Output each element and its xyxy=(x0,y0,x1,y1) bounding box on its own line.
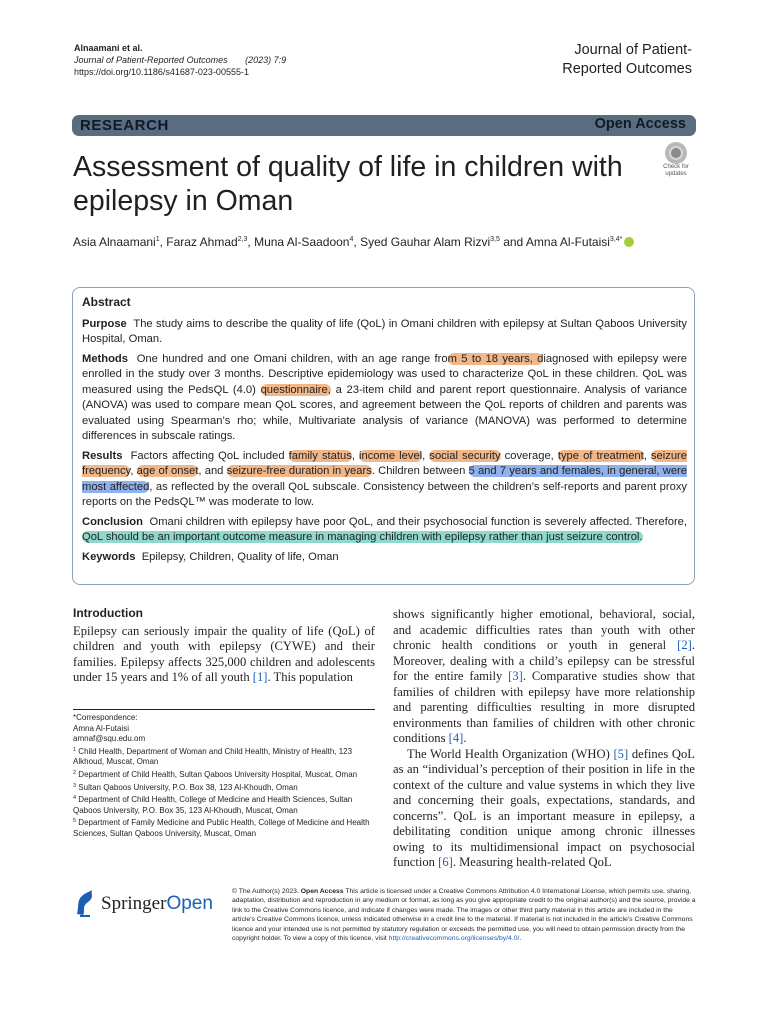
affiliation-text: Department of Child Health, College of Medicine and Health Sciences, Sultan Qaboos University, P.O. Box 35, 123 Al-Khoudh, Muscat, Oman xyxy=(73,795,353,815)
license-end: . xyxy=(519,935,522,943)
right-column xyxy=(393,607,695,871)
highlight-annotation[interactable]: questionnaire, xyxy=(260,383,331,396)
author-name[interactable]: Amna Al-Futaisi xyxy=(525,235,610,249)
keywords-text: Epilepsy, Children, Quality of life, Oman xyxy=(141,550,339,563)
abstract-purpose xyxy=(82,317,687,348)
affiliation-number: 3 xyxy=(73,782,77,789)
citation-link[interactable]: [4] xyxy=(448,731,464,745)
highlight-annotation[interactable]: seizure-free duration in years xyxy=(226,465,372,477)
affiliation-note xyxy=(73,768,373,781)
springer-wordmark: Springer xyxy=(101,893,167,914)
body-paragraph xyxy=(393,607,695,747)
footnotes xyxy=(73,713,373,840)
author-affiliation: 3,4* xyxy=(609,236,623,243)
highlight-annotation[interactable]: income level xyxy=(359,449,423,462)
citation-link[interactable]: [6] xyxy=(438,855,453,869)
purpose-text: The study aims to describe the quality of life (QoL) in Omani children with epilepsy at Sultan Qaboos University Hospital, Oman. xyxy=(82,317,687,345)
springer-horse-icon xyxy=(73,888,97,918)
check-updates-icon xyxy=(665,142,687,164)
highlight-annotation[interactable]: type of treatment xyxy=(557,449,644,462)
affiliation-note xyxy=(73,793,373,816)
body-text: The World Health Organization (WHO) xyxy=(407,746,614,761)
check-for-updates-badge[interactable] xyxy=(656,142,696,182)
author-affiliation: 3,5 xyxy=(490,236,500,243)
methods-text: a 23-item child and parent report questionnaire. Analysis of variance (ANOVA) was used to compare mean QoL scores, and agreement between the QoL reports of children and parents was evaluated using Spearman’s rho; while, Multivariate analysis of variance (MANOVA) was performed to determine differences in subscale ratings. xyxy=(82,383,687,442)
methods-text: One hundred and one Omani children, with an age range fro xyxy=(136,352,448,365)
affiliation-number: 2 xyxy=(73,769,77,776)
methods-text: iagnosed with epilepsy were enrolled in the study over 3 months. Descriptive epidemiology was used to characterize QoL in these children. QoL was measured using the PedsQL (4.0) xyxy=(82,352,688,396)
affiliation-text: Department of Child Health, Sultan Qaboos University Hospital, Muscat, Oman xyxy=(78,769,358,779)
correspondence-label: *Correspondence: xyxy=(73,713,138,722)
results-text: Factors affecting QoL included xyxy=(130,449,289,462)
affiliation-text: Department of Family Medicine and Public Health, College of Medicine and Health Sciences, Sultan Qaboos University, Muscat, Oman xyxy=(73,818,370,838)
footnote-divider xyxy=(73,709,375,710)
article-type-band xyxy=(72,115,696,136)
author-affiliation: 4 xyxy=(349,236,354,243)
license-notice xyxy=(232,887,696,943)
check-updates-line1: Check for xyxy=(663,164,689,170)
abstract-keywords xyxy=(82,550,687,566)
results-text: , xyxy=(643,449,651,462)
doi-link[interactable]: https://doi.org/10.1186/s41687-023-00555-1 xyxy=(74,67,249,77)
copyright-text: © The Author(s) 2023. xyxy=(232,888,301,895)
abstract-results xyxy=(82,449,687,511)
body-text: . This population xyxy=(267,670,353,684)
author-list: Asia Alnaamani$^1$, Faraz Ahmad$^{2,3}$, Muna Al-Saadoon$^4$, Syed Gauhar Alam Rizvi$^{3,5}$ and Amna Al-Futaisi$^{3,4*}$ xyxy=(73,232,673,250)
check-updates-text xyxy=(656,164,696,177)
body-text: Epilepsy can seriously impair the quality of life (QoL) of children and youth with epilepsy (CYWE) and their families. Epilepsy affects 325,000 children and adolescents under 15 years and 1% of all youth xyxy=(73,623,375,684)
abstract-conclusion xyxy=(82,515,687,546)
affiliation-note xyxy=(73,781,373,794)
affiliation-note xyxy=(73,745,373,768)
results-text: , xyxy=(422,449,430,462)
results-text: coverage, xyxy=(500,449,558,462)
citation-meta xyxy=(74,42,286,78)
author-affiliation: 1 xyxy=(155,236,160,243)
highlight-annotation[interactable]: seizure frequency xyxy=(82,449,688,477)
orcid-icon[interactable] xyxy=(624,237,634,247)
author-affiliation: 2,3 xyxy=(237,236,248,243)
results-text: , xyxy=(351,449,359,462)
body-paragraph xyxy=(393,747,695,871)
article-title: Assessment of quality of life in children with epilepsy in Oman xyxy=(73,151,623,217)
abstract-methods xyxy=(82,352,687,445)
left-column xyxy=(73,606,375,686)
body-paragraph xyxy=(73,624,375,686)
methods-label: Methods xyxy=(82,352,128,365)
body-text: shows significantly higher emotional, behavioral, social, and academic difficulties rates than youth with other chronic health conditions or youth in general xyxy=(393,607,695,652)
article-type-label: RESEARCH xyxy=(80,117,169,134)
results-text: , as reflected by the overall QoL subscale. Consistency between the children’s self-reports and parent proxy reports on the PedsQL™ was moderate to low. xyxy=(82,480,688,508)
highlight-annotation[interactable]: age of onset xyxy=(136,465,199,477)
correspondence-email[interactable]: amnaf@squ.edu.om xyxy=(73,734,146,744)
results-text: , and xyxy=(198,465,227,477)
check-updates-line2: updates xyxy=(665,170,687,177)
author-name[interactable]: Asia Alnaamani xyxy=(73,235,156,249)
correspondence-name: Amna Al-Futaisi xyxy=(73,723,130,733)
affiliation-text: Sultan Qaboos University, P.O. Box 38, 123 Al-Khoudh, Oman xyxy=(78,782,298,792)
license-link[interactable]: http://creativecommons.org/licenses/by/4.0/ xyxy=(388,935,520,943)
open-access-bold: Open Access xyxy=(300,888,344,895)
springer-open-logo xyxy=(73,888,223,920)
conclusion-label: Conclusion xyxy=(82,515,143,528)
abstract-heading: Abstract xyxy=(82,295,131,309)
purpose-label: Purpose xyxy=(82,317,127,330)
body-text: . Comparative studies show that families of children with epilepsy have more relationship and parenting difficulties resulting in more disrupted environments than families of children with other chronic conditions xyxy=(393,669,695,745)
highlight-annotation[interactable]: family status xyxy=(288,449,352,462)
highlight-annotation[interactable]: social security xyxy=(429,449,501,462)
highlight-annotation[interactable]: QoL should be an important outcome measure in managing children with epilepsy rather than just seizure control. xyxy=(82,531,643,543)
conclusion-text: Omani children with epilepsy have poor QoL, and their psychosocial function is severely affected. Therefore, xyxy=(149,515,687,528)
section-heading: Introduction xyxy=(73,606,143,620)
author-name[interactable]: Syed Gauhar Alam Rizvi xyxy=(360,235,491,249)
author-name[interactable]: Faraz Ahmad xyxy=(166,235,238,249)
citation-link[interactable]: [3] xyxy=(508,669,523,683)
author-name[interactable]: Muna Al-Saadoon xyxy=(254,235,350,249)
affiliation-number: 4 xyxy=(73,795,77,802)
journal-citation: Journal of Patient-Reported Outcomes xyxy=(74,55,228,65)
body-text: . xyxy=(463,731,467,745)
open-wordmark: Open xyxy=(166,893,213,914)
abstract-box xyxy=(72,287,695,585)
highlight-annotation[interactable]: m 5 to 18 years, d xyxy=(447,352,544,365)
affiliation-number: 5 xyxy=(73,818,77,825)
citation-link[interactable]: [1] xyxy=(252,670,268,684)
body-text: . Moreover, dealing with a child’s epilepsy can be stressful for the entire family xyxy=(393,638,695,683)
affiliation-number: 1 xyxy=(73,746,77,753)
results-label: Results xyxy=(82,449,123,462)
body-text: . Measuring health-related QoL xyxy=(452,855,612,869)
keywords-label: Keywords xyxy=(82,550,136,563)
affiliation-text: Child Health, Department of Woman and Child Health, Ministry of Health, 123 Alkhoud, Muscat, Oman xyxy=(73,746,353,767)
journal-name xyxy=(472,41,692,79)
open-access-label: Open Access xyxy=(594,116,686,132)
journal-name-line1: Journal of Patient- xyxy=(574,42,692,58)
highlight-annotation[interactable]: 5 and 7 years and females, in general, were most affected xyxy=(82,465,687,493)
journal-name-line2: Reported Outcomes xyxy=(562,61,692,77)
license-text: This article is licensed under a Creative Commons Attribution 4.0 International License, which permits use, sharing, adaptation, distribution and reproduction in any medium or format, as long as you give appropriate credit to the original author(s) and the source, provide a link to the Creative Commons licence, and indicate if changes were made. The images or other third party material in this article are included in the article’s Creative Commons licence, unless indicated otherwise in a credit line to the material. If material is not included in the article’s Creative Commons licence and your intended use is not permitted by statutory regulation or exceeds the permitted use, you will need to obtain permission directly from the copyright holder. To view a copy of this licence, visit xyxy=(232,888,696,943)
results-text: . Children between xyxy=(371,465,469,477)
year-volume: (2023) 7:9 xyxy=(245,55,287,65)
results-text: , xyxy=(130,465,137,477)
citation-link[interactable]: [2] xyxy=(677,638,692,652)
running-authors: Alnaamani et al. xyxy=(74,43,143,53)
affiliation-note xyxy=(73,816,373,839)
body-text: defines QoL as an “individual’s perception of their position in life in the context of the culture and value systems in which they live and concerning their goals, expectations, standards, and concerns”. QoL is an important measure in epilepsy, a debilitating condition unique among chronic illnesses owing to its multidimensional impact on psychosocial function xyxy=(393,746,695,869)
citation-link[interactable]: [5] xyxy=(613,746,629,761)
